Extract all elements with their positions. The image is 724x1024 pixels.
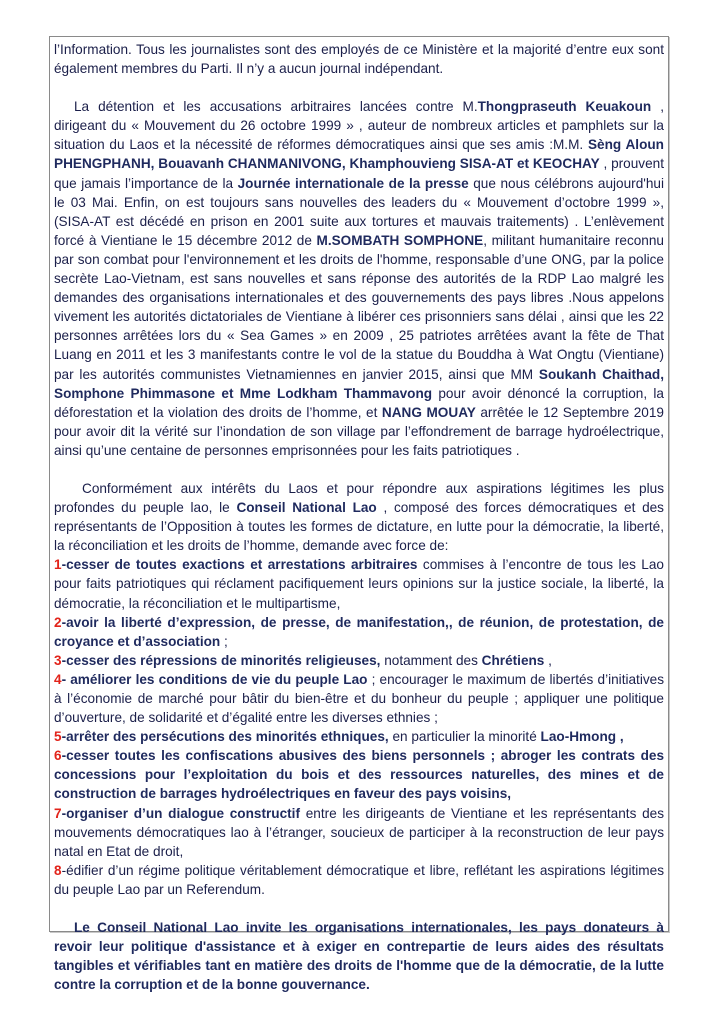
text-run: , dirigeant du « Mouvement du 26 octobre 1999 » , auteur de nombreux articles et pamphlets sur la situation du Laos et la nécessité de réformes démocratiques ainsi que ses amis :M.M. <box>54 99 664 153</box>
press-day: Journée internationale de la presse <box>237 175 469 191</box>
demand-heading: -avoir la liberté d’expression, de presse, de manifestation,, de réunion, de protestation, de croyance et d’association <box>54 614 664 649</box>
demand-item-5 <box>54 727 664 746</box>
demand-item-8 <box>54 861 664 899</box>
demand-number: 8 <box>54 862 62 878</box>
demand-heading: -cesser des répressions de minorités religieuses, <box>61 652 381 668</box>
text-run: Conformément aux intérêts du Laos et pour répondre aux aspirations légitimes les plus profondes du peuple lao, le <box>54 480 664 516</box>
demand-number: 4 <box>54 671 62 687</box>
names-soukanh: Soukanh Chaithad, Somphone Phimmasone et Mme Lodkham Thammavong <box>54 366 664 401</box>
document-frame <box>49 36 669 993</box>
demand-heading: -cesser de toutes exactions et arrestations arbitraires <box>61 557 418 573</box>
text-run: que nous célébrons aujourd'hui le 03 Mai. Enfin, on est toujours sans nouvelles des leaders du « Mouvement d’octobre 1999 », (SISA-AT est décédé en prison en 2001 suite aux tortures et mauvais traitements) . L’enlèvement forcé à Vientiane le 15 décembre 2012 de <box>54 175 664 248</box>
spacer <box>54 460 664 479</box>
demand-number: 2 <box>54 614 62 630</box>
text-run: , militant humanitaire reconnu par son combat pour l'environnement et les droits de l'homme, responsable d’une ONG, par la police secrète Lao-Vietnam, est sans nouvelles et sans réponse des autorités de la RDP Lao malgré les demandes des organisations internationales et des gouvernements des pays libres .Nous appelons vivement les autorités dictatoriales de Vientiane à libérer ces prisonniers sans délai , ainsi que les 22 personnes arrêtées lors du « Sea Games » en 2009 , 25 patriotes arrêtées avant la fête de That Luang en 2011 et les 3 manifestants contre le vol de la statue du Bouddha à Wat Ongtu (Vientiane) par les autorités communistes Vietnamiennes en janvier 2015, ainsi que MM <box>54 232 664 382</box>
demand-text: , <box>544 652 552 668</box>
demand-text: entre les dirigeants de Vientiane et les représentants des mouvements démocratiques lao à l’étranger, soucieux de participer à la reconstruction de leur pays natal en Etat de droit, <box>54 805 664 859</box>
demand-item-7 <box>54 804 664 861</box>
text-run: , composé des forces démocratiques et des représentants de l’Opposition à toutes les formes de dictature, en lutte pour la démocratie, la liberté, la réconciliation et les droits de l’homme, demande avec force de: <box>54 500 664 554</box>
demand-number: 7 <box>54 805 62 821</box>
demand-number: 5 <box>54 729 62 745</box>
names-friends: Sèng Aloun PHENGPHANH, Bouavanh CHANMANIVONG, Khamphouvieng SISA-AT et KEOCHAY <box>54 137 664 172</box>
demand-heading: -arrêter des persécutions des minorités ethniques, <box>61 729 389 745</box>
demand-text: en particulier la minorité <box>388 729 541 745</box>
text-run: , prouvent que jamais l’importance de la <box>54 156 665 191</box>
intro-paragraph: l’Information. Tous les journalistes sont des employés de ce Ministère et la majorité d’entre eux sont également membres du Parti. Il n’y a aucun journal indépendant. <box>54 42 664 77</box>
demand-text: commises à l’encontre de tous les Lao pour faits patriotiques qui réclament pacifiquement leurs opinions sur la justice sociale, la liberté, la démocratie, la réconciliation et le multipartisme, <box>54 557 664 611</box>
demand-text: notamment des <box>380 652 482 668</box>
demand-item-3 <box>54 651 664 670</box>
demand-item-4 <box>54 670 664 727</box>
demand-text: ; encourager le maximum de libertés d’initiatives à l’économie de marché pour bâtir du bien-être et du bonheur du peuple ; appliquer une politique d’ouverture, de solidarité et d’égalité entre les diverses ethnies ; <box>54 671 664 726</box>
demand-number: 6 <box>54 748 62 764</box>
name-sombath: M.SOMBATH SOMPHONE <box>316 232 484 248</box>
conformement-paragraph <box>54 479 664 555</box>
detention-paragraph <box>54 97 664 460</box>
text-run: arrêtée le 12 Septembre 2019 pour avoir dit la vérité sur l’inondation de son village par l’effondrement de barrage hydroélectrique, ainsi qu’une centaine de personnes emprisonnées pour les faits patriotiques . <box>54 404 664 458</box>
text-run: La détention et les accusations arbitraires lancées contre M. <box>74 99 478 115</box>
demand-item-2 <box>54 613 664 651</box>
demand-heading: -cesser toutes les confiscations abusives des biens personnels ; abroger les contrats des concessions pour l’exploitation du bois et des ressources naturelles, des mines et de construction de barrages hydroélectriques en faveur des pays voisins, <box>54 748 664 802</box>
demand-item-6 <box>54 746 664 803</box>
demand-emphasis: Chrétiens <box>481 652 545 668</box>
spacer <box>54 899 664 918</box>
demand-item-1 <box>54 555 664 612</box>
demand-emphasis: Lao-Hmong , <box>540 729 624 745</box>
demand-number: 3 <box>54 652 62 668</box>
closing-paragraph: Le Conseil National Lao invite les organisations internationales, les pays donateurs à revoir leur politique d'assistance et à exiger en contrepartie de leurs aides des résultats tangibles et vérifiables tant en matière des droits de l'homme que de la démocratie, de la lutte contre la corruption et de la bonne gouvernance. <box>54 920 664 993</box>
text-run: pour avoir dénoncé la corruption, la déforestation et la violation des droits de l’homme, et <box>54 385 664 420</box>
conseil-national-lao: Conseil National Lao <box>236 500 377 516</box>
demand-heading: -organiser d’un dialogue constructif <box>61 805 300 821</box>
name-thongpraseuth: Thongpraseuth Keuakoun <box>477 99 652 115</box>
name-nang-mouay: NANG MOUAY <box>381 404 476 420</box>
demand-text: ; <box>220 633 228 649</box>
spacer <box>54 78 664 97</box>
demand-text: -édifier d’un régime politique véritablement démocratique et libre, reflétant les aspirations légitimes du peuple Lao par un Referendum. <box>54 862 664 897</box>
demand-number: 1 <box>54 557 62 573</box>
demand-heading: - améliorer les conditions de vie du peuple Lao <box>61 671 368 687</box>
